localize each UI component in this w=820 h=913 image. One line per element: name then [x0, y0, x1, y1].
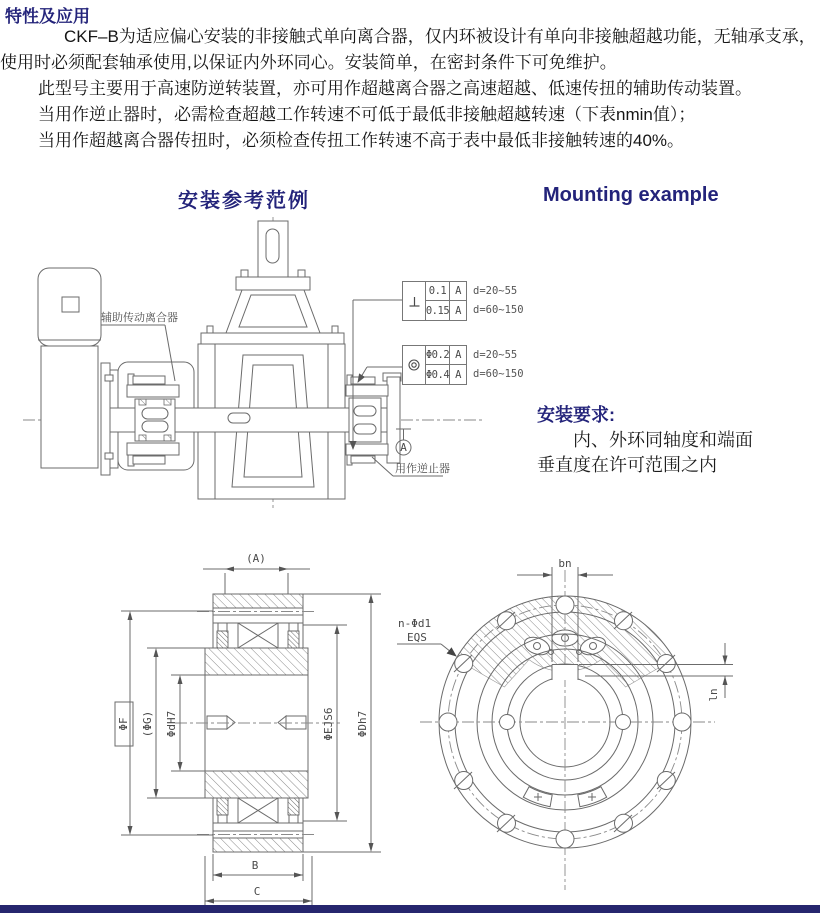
motor: [38, 268, 101, 468]
dia-label-G: (ΦG): [141, 710, 154, 738]
inner-ring-bottom: [205, 771, 308, 798]
intro-paragraph-2: 此型号主要用于高速防逆转装置，亦可用作超越离合器之高速超越、低速传扭的辅助传动装置。: [38, 79, 752, 98]
backstop-clutch: [346, 373, 401, 465]
tolerance-value: 0.15: [426, 301, 450, 320]
datum-label: A: [400, 441, 407, 454]
dim-C-label: C: [253, 885, 261, 898]
hub-hole-left: [500, 715, 515, 730]
dim-A: [203, 552, 310, 597]
dim-A-label: (A): [246, 552, 266, 565]
page-title: 特性及应用: [5, 7, 90, 26]
dia-label-F: ΦF: [117, 717, 130, 731]
page-footer-bar: [0, 905, 820, 913]
intro-paragraph-1: CKF–B为适应偏心安装的非接触式单向离合器，仅内环被设计有单向非接触超越功能，无轴承支承，使用时必须配套轴承使用,以保证内外环同心。安装简单，在密封条件下可免维护。: [0, 27, 816, 72]
keyway: [552, 664, 578, 680]
hub-hole-right: [616, 715, 631, 730]
section-title-en: Mounting example: [543, 184, 719, 206]
tolerance-datum: A: [455, 304, 461, 317]
intro-paragraph-4: 当用作超越离合器传扭时，必须检查传扭工作转速不高于表中最低非接触转速的40%。: [38, 131, 685, 150]
dia-label-Dh7: ΦDh7: [356, 710, 369, 738]
hole-note-line1: n-Φd1: [398, 617, 432, 630]
front-view: [395, 545, 820, 913]
requirements-line-1: 内、外环同轴度和端面: [573, 430, 753, 450]
requirements-heading: 安装要求:: [537, 405, 615, 425]
tolerance-datum: A: [455, 368, 461, 381]
hole-note-line2: EQS: [407, 631, 427, 644]
intro-paragraph-3: 当用作逆止器时，必需检查超越工作转速不可低于最低非接触超越转速（下表nmin值）；: [38, 105, 696, 124]
concentricity-icon: [403, 346, 426, 384]
dia-label-EJS6: ΦEJS6: [322, 707, 335, 741]
inner-ring-top: [205, 648, 308, 675]
backstop-callout: [372, 457, 450, 476]
tolerance-datum: A: [450, 346, 466, 365]
dia-label-dH7: ΦdH7: [165, 710, 178, 738]
bearing-row-bottom: [213, 798, 303, 823]
perpendicularity-icon: [403, 282, 426, 320]
aux-clutch-label: 辅助传动离合器: [101, 311, 178, 324]
tolerance-value: 0.1: [426, 282, 450, 301]
bearing-row-top: [213, 623, 303, 648]
tolerance-value: Φ0.4: [426, 365, 450, 384]
diameter-range: d=20~55: [473, 285, 518, 297]
backstop-label: 用作逆止器: [395, 462, 450, 475]
tolerance-value: Φ0.2: [426, 346, 450, 365]
diameter-range: d=60~150: [473, 304, 524, 316]
tolerance-datum: A: [450, 282, 466, 301]
mounting-requirements: [537, 403, 820, 478]
hole-count-callout: [397, 617, 456, 656]
gearbox-housing: [198, 221, 345, 499]
dim-bn-label: bn: [558, 557, 572, 570]
section-title-zh: 安装参考范例: [178, 190, 310, 212]
cross-section-view: [105, 545, 405, 913]
dim-ln-label: ln: [707, 688, 720, 702]
requirements-line-2: 垂直度在许可范围之内: [537, 455, 717, 475]
dim-B-label: B: [251, 859, 259, 872]
dim-B: [213, 854, 303, 881]
intro-paragraphs: [0, 24, 818, 154]
tolerance-frame-perpendicularity: [402, 281, 524, 321]
tolerance-frame-concentricity: [402, 345, 524, 385]
dia-dims-right: [303, 594, 381, 852]
diameter-range: d=60~150: [473, 368, 524, 380]
diameter-range: d=20~55: [473, 349, 518, 361]
dim-C: [205, 856, 312, 906]
aux-clutch: [127, 374, 179, 466]
